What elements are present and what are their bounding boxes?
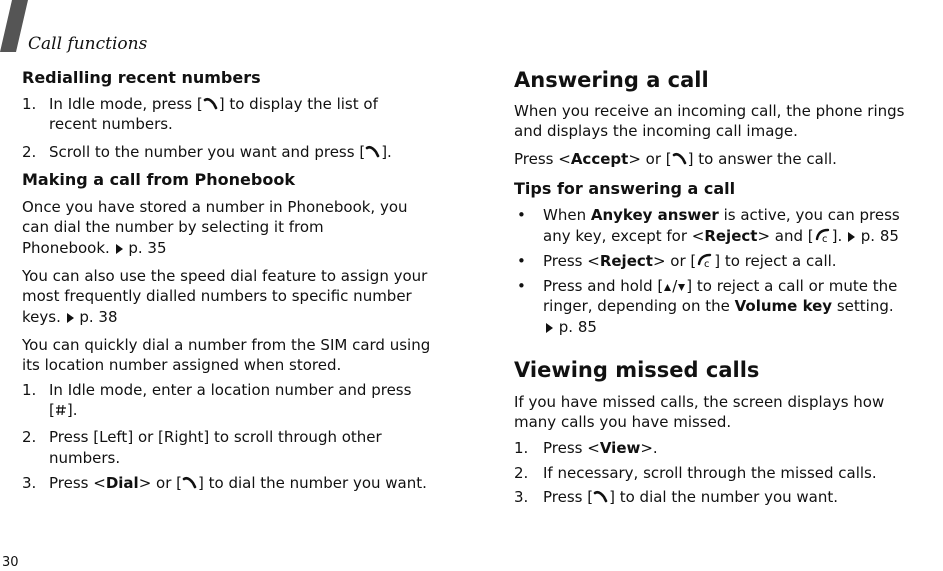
list-number: 3. xyxy=(22,474,37,492)
text-line xyxy=(543,226,899,248)
bold-text: Accept xyxy=(570,150,629,168)
text: Redialling recent numbers xyxy=(22,68,261,87)
text-line xyxy=(49,448,120,468)
text-line xyxy=(22,380,412,400)
list-number: 1. xyxy=(514,439,529,457)
text: / xyxy=(672,277,678,295)
call-key-icon xyxy=(203,96,219,116)
text: Tips for answering a call xyxy=(514,179,736,198)
text: > and [ xyxy=(757,227,814,245)
text-line xyxy=(22,217,324,237)
bold-text: View xyxy=(599,439,641,457)
list-number: 3. xyxy=(514,488,529,506)
text: ] to dial the number you want. xyxy=(198,474,427,492)
text: >. xyxy=(640,439,658,457)
text: p. 38 xyxy=(74,308,118,326)
bullet: • xyxy=(517,277,526,295)
svg-text:c: c xyxy=(704,259,710,268)
text: If necessary, scroll through the missed calls. xyxy=(543,464,877,482)
text: > or [ xyxy=(138,474,182,492)
text-line xyxy=(22,266,427,286)
text: Once you have stored a number in Phonebook, you xyxy=(22,198,408,216)
text: most frequently dialled numbers to specific number xyxy=(22,287,412,305)
bold-text: Reject xyxy=(704,227,758,245)
text: ] to display the list of xyxy=(218,95,378,113)
text: can dial the number by selecting it from xyxy=(22,218,324,236)
heading xyxy=(514,357,759,383)
heading xyxy=(22,170,295,190)
text-line xyxy=(22,335,430,355)
text: p. 85 xyxy=(554,318,597,336)
text: When you receive an incoming call, the phone rings xyxy=(514,102,905,120)
text: p. 85 xyxy=(856,227,899,245)
text: Press < xyxy=(543,252,600,270)
text-line xyxy=(514,121,798,141)
text-line xyxy=(22,94,378,116)
text: p. 35 xyxy=(123,239,167,257)
page-arrow-icon xyxy=(115,240,124,260)
bold-text: Volume key xyxy=(734,297,833,315)
text: > or [ xyxy=(628,150,672,168)
call-key-icon xyxy=(365,144,381,164)
text-line xyxy=(22,473,427,495)
text-line xyxy=(514,487,839,509)
text: ] to answer the call. xyxy=(687,150,837,168)
text-line xyxy=(22,238,167,260)
text: many calls you have missed. xyxy=(514,413,732,431)
text: Press < xyxy=(543,439,600,457)
text-line xyxy=(49,400,77,422)
bold-text: Reject xyxy=(599,252,653,270)
end-key-icon xyxy=(814,227,832,248)
heading xyxy=(514,179,735,199)
text: and displays the incoming call image. xyxy=(514,122,798,140)
text-line xyxy=(22,197,408,217)
text: Press < xyxy=(49,474,106,492)
text-line xyxy=(517,251,837,273)
text-line xyxy=(22,307,118,329)
text-line xyxy=(49,114,173,134)
page-arrow-icon xyxy=(545,319,554,339)
text: Making a call from Phonebook xyxy=(22,170,295,189)
text: When xyxy=(543,206,591,224)
text: You can also use the speed dial feature to assign your xyxy=(22,267,428,285)
text-line xyxy=(514,438,658,458)
hash-key-icon xyxy=(55,402,67,422)
list-number: 2. xyxy=(514,464,529,482)
heading xyxy=(22,68,261,88)
text: Phonebook. xyxy=(22,239,115,257)
text: Press [ xyxy=(543,488,594,506)
text: its location number assigned when stored. xyxy=(22,356,342,374)
svg-text:c: c xyxy=(821,234,828,243)
list-number: 1. xyxy=(22,95,37,113)
text-line xyxy=(514,463,877,483)
text: numbers. xyxy=(49,449,121,467)
heading xyxy=(514,67,709,93)
page-number: 30 xyxy=(2,555,19,570)
text: [ xyxy=(49,401,55,419)
bold-text: Anykey answer xyxy=(590,206,719,224)
text: ] to dial the number you want. xyxy=(609,488,839,506)
text: If you have missed calls, the screen displays how xyxy=(514,393,885,411)
text: Viewing missed calls xyxy=(514,358,760,382)
call-key-icon xyxy=(182,475,198,495)
section-title: Call functions xyxy=(28,34,148,54)
text: is active, you can press xyxy=(718,206,900,224)
text: ] to reject a call. xyxy=(714,252,837,270)
text: ] to reject a call or mute the xyxy=(686,277,898,295)
text-line xyxy=(514,101,904,121)
text: Press [Left] or [Right] to scroll through other xyxy=(49,428,382,446)
volume-up-key-icon xyxy=(663,278,672,298)
text: ]. xyxy=(381,143,392,161)
text: recent numbers. xyxy=(49,115,173,133)
list-number: 2. xyxy=(22,428,37,446)
bullet: • xyxy=(517,252,526,270)
bullet: • xyxy=(517,206,526,224)
text: ]. xyxy=(831,227,848,245)
text-line xyxy=(514,149,837,171)
list-number: 1. xyxy=(22,381,37,399)
text: Scroll to the number you want and press [ xyxy=(49,143,366,161)
text-line xyxy=(22,286,412,306)
bold-text: Dial xyxy=(105,474,139,492)
text: setting. xyxy=(832,297,894,315)
call-key-icon xyxy=(672,151,688,171)
text: In Idle mode, enter a location number and press xyxy=(49,381,412,399)
page-arrow-icon xyxy=(66,309,75,329)
text-line xyxy=(514,392,884,412)
text-line xyxy=(22,355,341,375)
text-line xyxy=(545,317,597,339)
text-line xyxy=(517,276,898,298)
end-key-icon xyxy=(696,252,714,273)
text: In Idle mode, press [ xyxy=(49,95,203,113)
text: ringer, depending on the xyxy=(543,297,735,315)
text: Answering a call xyxy=(514,68,709,92)
text: > or [ xyxy=(652,252,697,270)
text: keys. xyxy=(22,308,66,326)
text: You can quickly dial a number from the SIM card using xyxy=(22,336,431,354)
text-line xyxy=(22,142,392,164)
call-key-icon xyxy=(593,489,609,509)
text: Press and hold [ xyxy=(543,277,664,295)
volume-down-key-icon xyxy=(677,278,686,298)
list-number: 2. xyxy=(22,143,37,161)
text-line xyxy=(543,296,894,316)
text: Press < xyxy=(514,150,571,168)
text-line xyxy=(22,427,382,447)
page-arrow-icon xyxy=(847,228,856,248)
text-line xyxy=(517,205,900,225)
text: any key, except for < xyxy=(543,227,705,245)
text: ]. xyxy=(66,401,78,419)
text-line xyxy=(514,412,731,432)
